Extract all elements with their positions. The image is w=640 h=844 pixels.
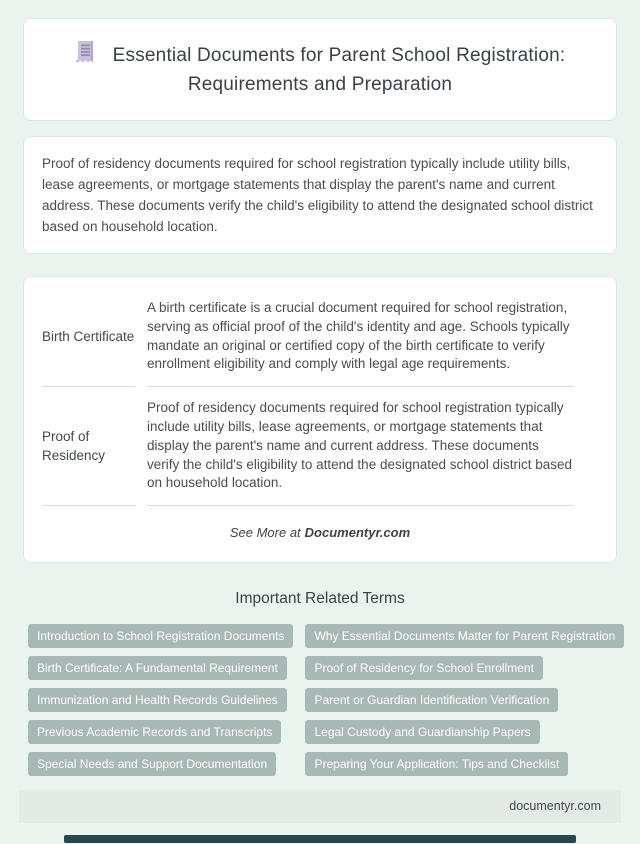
related-term-button[interactable]: Legal Custody and Guardianship Papers bbox=[305, 720, 539, 744]
related-term-button[interactable]: Proof of Residency for School Enrollment bbox=[305, 656, 542, 680]
description-cell: A birth certificate is a crucial document required for school registration, serving as official proof of the child's identity and age. Schools typically mandate an original or certified copy of the birth certificate to verify enrollment eligibility and comply with legal age requirements. bbox=[147, 287, 574, 387]
description-cell: Proof of residency documents required for school registration typically include utility bills, lease agreements, or mortgage statements that display the parent's name and current address. These documents verify the child's eligibility to attend the designated school district based on household location. bbox=[147, 387, 574, 506]
documents-table bbox=[30, 287, 586, 506]
definitions-card bbox=[23, 276, 617, 563]
see-more-text: See More at bbox=[229, 525, 301, 541]
related-term-button[interactable]: Why Essential Documents Matter for Parent Registration bbox=[305, 624, 624, 648]
receipt-icon bbox=[75, 40, 96, 66]
related-terms-heading: Important Related Terms bbox=[235, 590, 405, 608]
intro-paragraph: Proof of residency documents required for school registration typically include utility bills, lease agreements, or mortgage statements that display the parent's name and current address. These documents verify the child's eligibility to attend the designated school district based on household location. bbox=[42, 156, 593, 234]
see-more-line bbox=[42, 525, 598, 540]
bottom-accent-bar bbox=[64, 835, 576, 843]
related-term-button[interactable]: Parent or Guardian Identification Verification bbox=[305, 688, 558, 712]
related-term-button[interactable]: Immunization and Health Records Guidelines bbox=[28, 688, 287, 712]
header-card bbox=[23, 18, 617, 121]
footer-site-text: documentyr.com bbox=[509, 799, 601, 814]
page-title bbox=[58, 40, 582, 99]
term-cell: Proof of Residency bbox=[42, 387, 135, 506]
see-more-link[interactable]: Documentyr.com bbox=[304, 525, 411, 541]
related-term-button[interactable]: Introduction to School Registration Documents bbox=[28, 624, 293, 648]
related-terms-grid bbox=[0, 624, 640, 776]
term-cell: Birth Certificate bbox=[42, 287, 135, 387]
table-row bbox=[42, 387, 574, 506]
related-term-button[interactable]: Special Needs and Support Documentation bbox=[28, 752, 276, 776]
related-term-button[interactable]: Previous Academic Records and Transcripts bbox=[28, 720, 281, 744]
intro-card bbox=[23, 136, 617, 254]
page bbox=[0, 18, 640, 823]
table-row bbox=[42, 287, 574, 387]
related-term-button[interactable]: Preparing Your Application: Tips and Checklist bbox=[305, 752, 568, 776]
related-term-button[interactable]: Birth Certificate: A Fundamental Requirement bbox=[28, 656, 287, 680]
footer-bar bbox=[19, 790, 621, 823]
page-title-text: Essential Documents for Parent School Registration: Requirements and Preparation bbox=[112, 45, 566, 95]
